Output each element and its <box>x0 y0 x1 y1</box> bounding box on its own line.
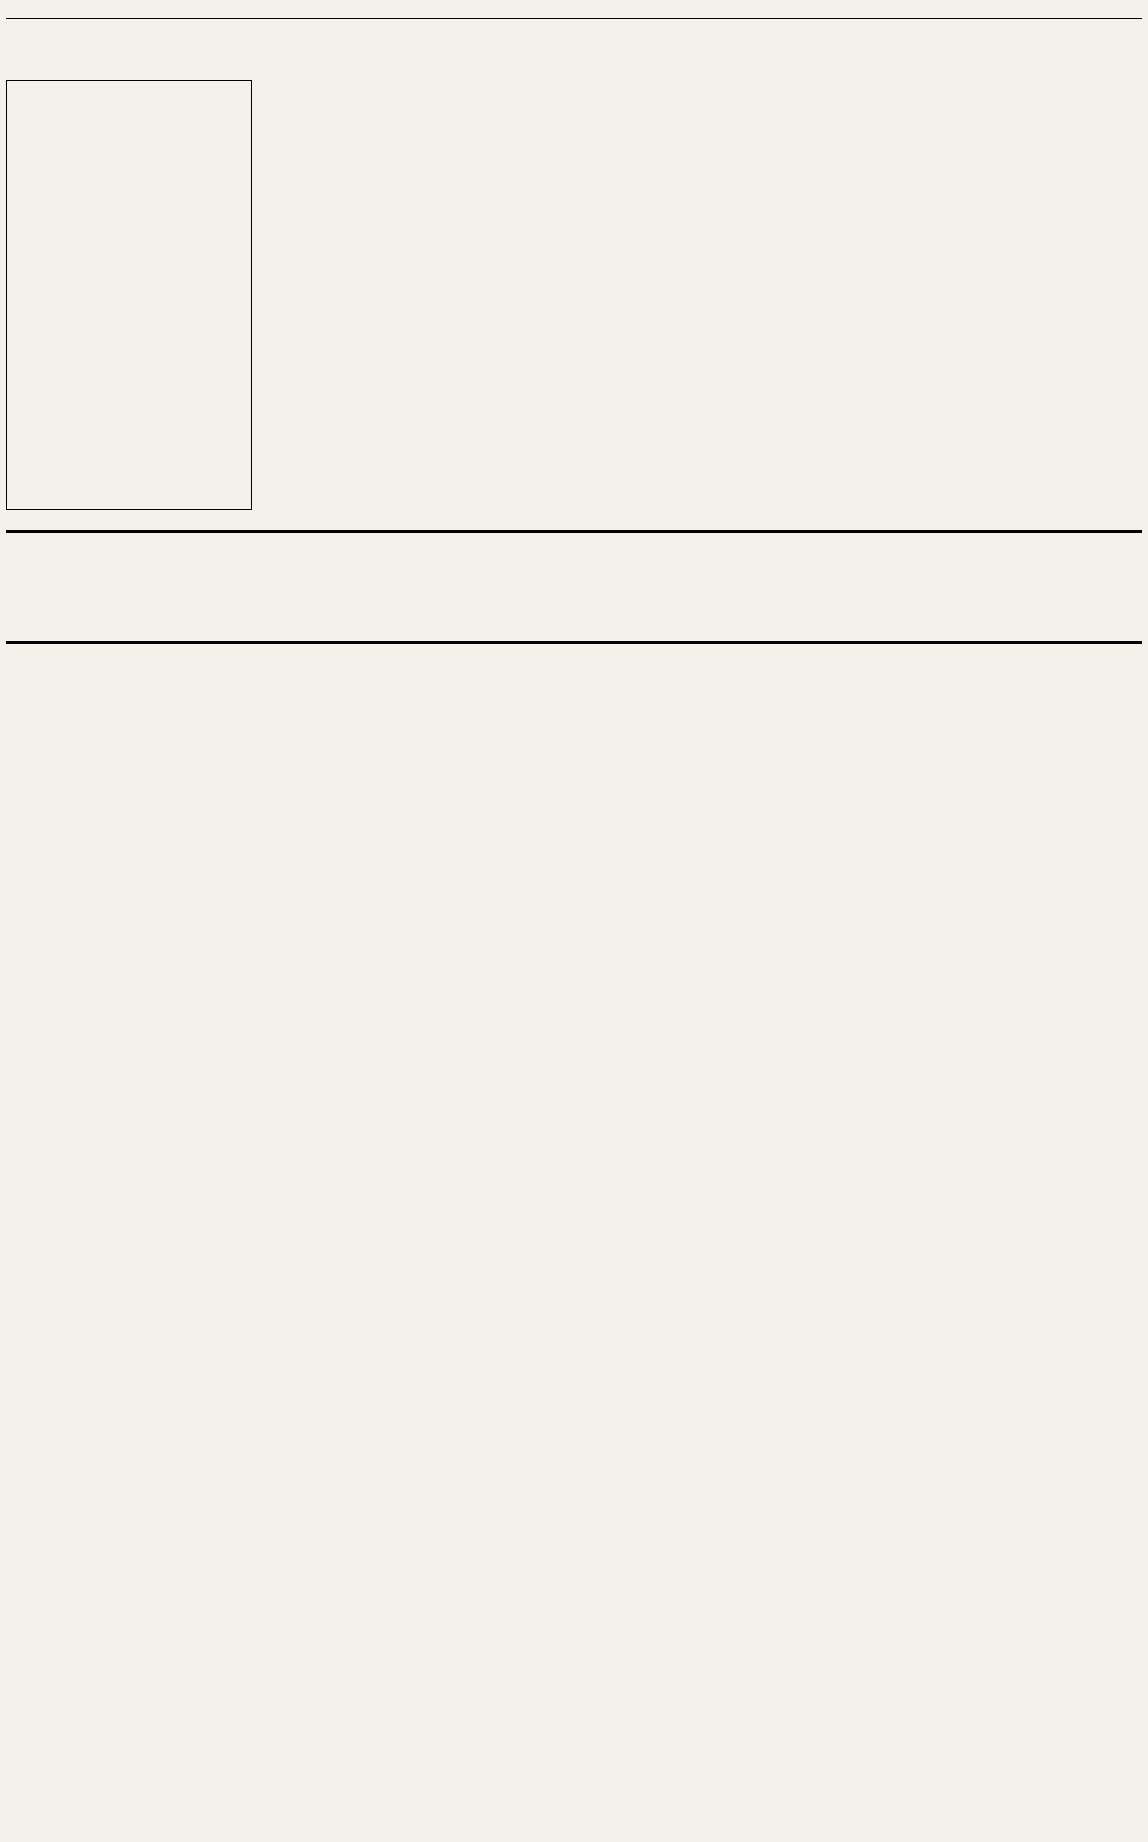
running-head <box>0 4 1140 15</box>
globe-rentals-ad <box>6 80 252 510</box>
service-guide-columns <box>6 642 1142 1831</box>
home-service-guide-banner <box>6 530 1142 644</box>
